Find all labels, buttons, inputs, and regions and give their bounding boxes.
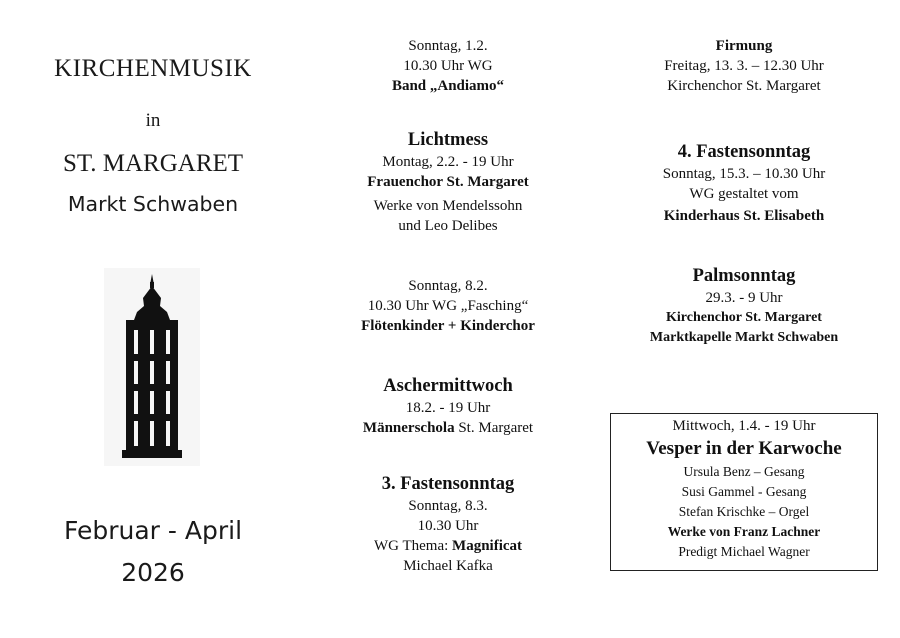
event-title: 3. Fastensonntag (381, 474, 515, 494)
event-performer (318, 418, 578, 438)
event-works-line2: und Leo Delibes (398, 218, 498, 234)
event-date: Freitag, 13. 3. – 12.30 Uhr (664, 58, 824, 74)
church-tower-icon (104, 268, 200, 466)
event-performer-rest: St. Margaret (454, 420, 534, 436)
event-fastensonntag-4 (614, 140, 874, 226)
event-feb-8 (318, 276, 578, 336)
event-date: Montag, 2.2. - 19 Uhr (382, 154, 514, 170)
performer-singer-2: Susi Gammel - Gesang (681, 484, 807, 499)
period-months: Februar - April (63, 516, 243, 545)
event-lichtmess (318, 128, 578, 236)
heading-town: Markt Schwaben (67, 192, 239, 216)
event-feb-1 (318, 36, 578, 96)
event-works-line1: Werke von Mendelssohn (373, 198, 523, 214)
event-performer-bold: Männerschola (362, 420, 455, 436)
event-title: Aschermittwoch (383, 376, 513, 396)
event-firmung (614, 36, 874, 96)
event-date: Sonntag, 1.2. (408, 38, 488, 54)
event-time: 10.30 Uhr (417, 518, 479, 534)
event-note: WG gestaltet vom (689, 186, 799, 202)
event-title: Vesper in der Karwoche (646, 438, 842, 459)
performer-singer-1: Ursula Benz – Gesang (683, 464, 805, 479)
event-time: 10.30 Uhr WG (403, 58, 493, 74)
event-date: Sonntag, 8.2. (408, 278, 488, 294)
event-performer-choir: Kirchenchor St. Margaret (666, 310, 822, 325)
event-fastensonntag-3 (318, 472, 578, 576)
event-performer: Band „Andiamo“ (391, 78, 505, 94)
event-title: 4. Fastensonntag (677, 142, 811, 162)
event-performer: Flötenkinder + Kinderchor (361, 318, 535, 334)
period-year: 2026 (121, 558, 185, 587)
event-person: Michael Kafka (403, 558, 493, 574)
event-date: Sonntag, 15.3. – 10.30 Uhr (662, 166, 826, 182)
heading-church: ST. MARGARET (62, 150, 244, 177)
performer-organ: Stefan Krischke – Orgel (678, 504, 810, 519)
event-sermon: Predigt Michael Wagner (678, 544, 810, 559)
event-title: Firmung (715, 38, 773, 54)
event-performer: Kinderhaus St. Elisabeth (663, 208, 825, 224)
event-theme-label: WG Thema: (373, 538, 453, 554)
event-date: 18.2. - 19 Uhr (405, 400, 491, 416)
event-theme (318, 536, 578, 556)
heading-kirchenmusik: KIRCHENMUSIK (54, 55, 252, 82)
event-date: Mittwoch, 1.4. - 19 Uhr (672, 418, 816, 434)
event-performer-band: Marktkapelle Markt Schwaben (649, 330, 839, 345)
event-performer: Kirchenchor St. Margaret (667, 78, 821, 94)
event-date: Sonntag, 8.3. (408, 498, 488, 514)
event-works: Werke von Franz Lachner (667, 524, 821, 539)
event-vesper-box (610, 413, 878, 571)
heading-in: in (145, 110, 161, 131)
event-aschermittwoch (318, 374, 578, 438)
event-palmsonntag (614, 264, 874, 348)
event-performer: Frauenchor St. Margaret (367, 174, 529, 190)
event-theme-title: Magnificat (452, 538, 523, 554)
event-title: Lichtmess (407, 130, 489, 150)
event-title: Palmsonntag (692, 266, 796, 286)
event-time: 10.30 Uhr WG „Fasching“ (367, 298, 529, 314)
event-date: 29.3. - 9 Uhr (705, 290, 783, 306)
